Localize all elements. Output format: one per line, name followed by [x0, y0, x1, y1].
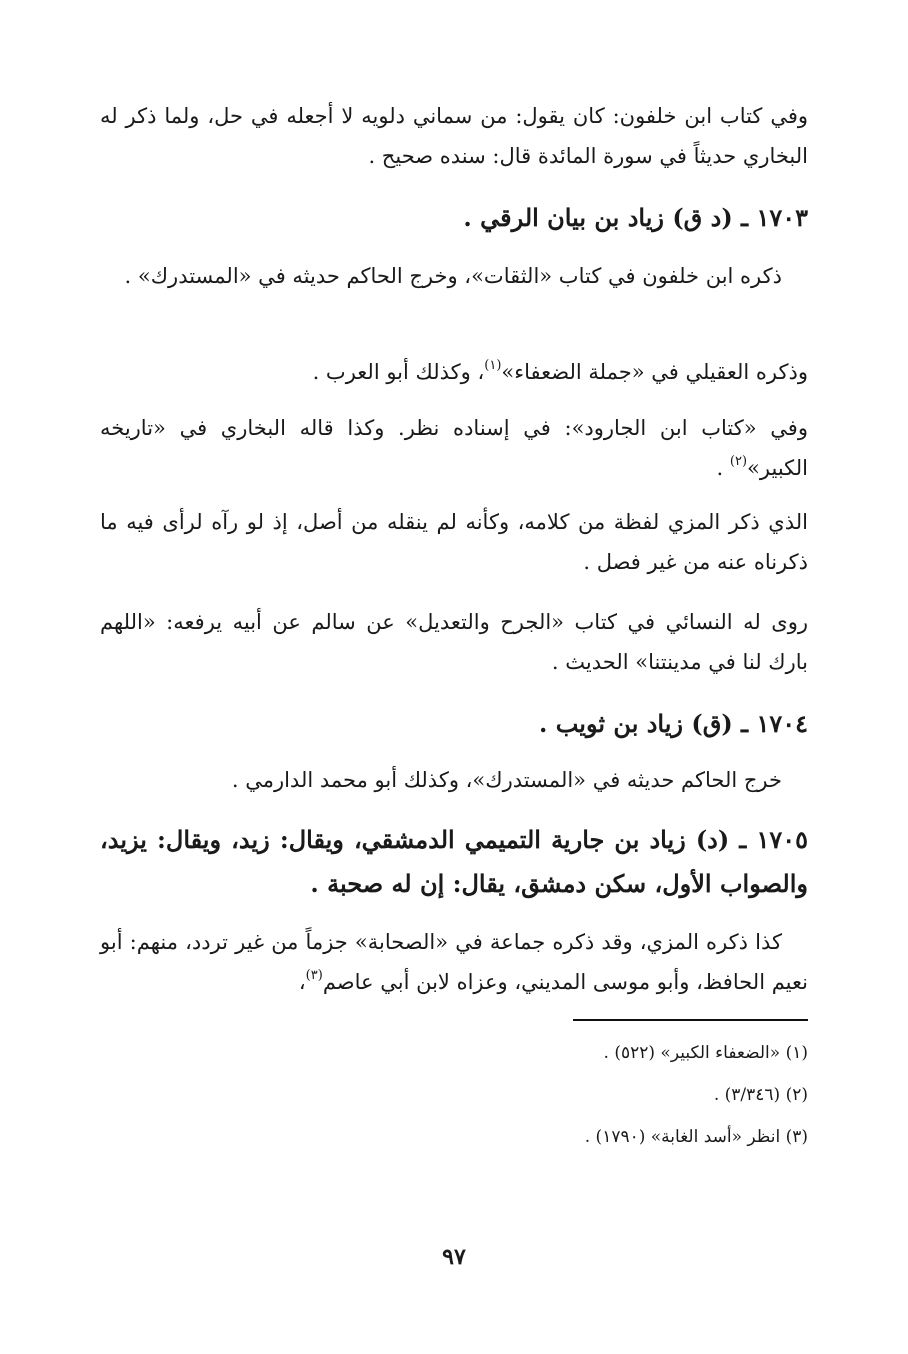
page-number: ٩٧ — [442, 1244, 466, 1270]
paragraph-entry-1703-thiqat: ذكره ابن خلفون في كتاب «الثقات»، وخرج الحاكم حديثه في «المستدرك» . — [124, 264, 782, 288]
entry-heading-1704: ١٧٠٤ ـ (ق) زياد بن ثويب . — [539, 709, 808, 738]
paragraph-sahaba-text: كذا ذكره المزي، وقد ذكره جماعة في «الصحابة» جزماً من غير تردد، منهم: أبو نعيم الحافظ، وأبو موسى المديني، وعزاه لابن أبي عاصم — [100, 930, 808, 994]
paragraph-uqayli-text: وذكره العقيلي في «جملة الضعفاء» — [501, 360, 808, 384]
footnote-1: (١) «الضعفاء الكبير» (٥٢٢) . — [603, 1043, 808, 1063]
paragraph-entry-1704-hakim: خرج الحاكم حديثه في «المستدرك»، وكذلك أبو محمد الدارمي . — [231, 768, 782, 792]
footnote-2: (٢) (٣/٣٤٦) . — [713, 1085, 808, 1105]
paragraph-nasai: روى له النسائي في كتاب «الجرح والتعديل» عن سالم عن أبيه يرفعه: «اللهم بارك لنا في مدينتنا» الحديث . — [100, 610, 808, 674]
entry-heading-1705: ١٧٠٥ ـ (د) زياد بن جارية التميمي الدمشقي، ويقال: زيد، ويقال: يزيد، والصواب الأول، سكن دمشق، يقال: إن له صحبة . — [100, 825, 808, 898]
entry-heading-1703: ١٧٠٣ ـ (د ق) زياد بن بيان الرقي . — [463, 203, 808, 232]
paragraph-ibn-jarud-text: وفي «كتاب ابن الجارود»: في إسناده نظر. وكذا قاله البخاري في «تاريخه الكبير» — [100, 416, 808, 480]
paragraph-uqayli-tail: ، وكذلك أبو العرب . — [312, 360, 485, 384]
paragraph-uqayli — [100, 352, 808, 392]
footnote-3: (٣) انظر «أسد الغابة» (١٧٩٠) . — [584, 1127, 808, 1147]
paragraph-ibn-jarud-tail: . — [716, 456, 730, 480]
paragraph-entry-1705-sahaba — [100, 922, 808, 1002]
paragraph-ibn-khalfun: وفي كتاب ابن خلفون: كان يقول: من سماني دلويه لا أجعله في حل، ولما ذكر له البخاري حديثاً في سورة المائدة قال: سنده صحيح . — [100, 104, 808, 168]
footnote-ref-3[interactable]: (٣) — [305, 968, 323, 983]
paragraph-sahaba-tail: ، — [298, 970, 306, 994]
paragraph-ibn-jarud — [100, 408, 808, 488]
footnote-ref-1[interactable]: (١) — [484, 358, 502, 373]
paragraph-mizzi-comment: الذي ذكر المزي لفظة من كلامه، وكأنه لم ينقله من أصل، إذ لو رآه لرأى فيه ما ذكرناه عنه من غير فصل . — [100, 510, 808, 574]
footnote-separator — [573, 1019, 808, 1021]
footnote-ref-2[interactable]: (٢) — [729, 454, 748, 469]
